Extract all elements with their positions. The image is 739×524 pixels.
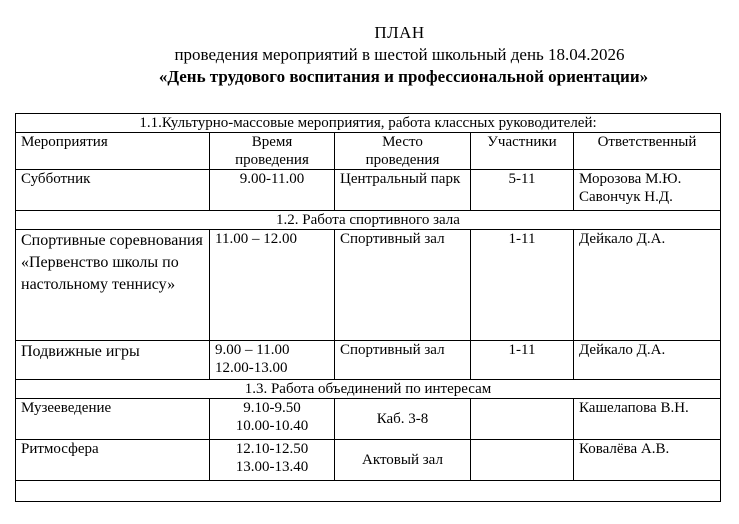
responsible-person: Морозова М.Ю. [579, 171, 682, 187]
cell-responsible: Кашелапова В.Н. [574, 399, 721, 440]
column-header-time-line2: проведения [235, 152, 309, 168]
cell-place: Спортивный зал [335, 341, 471, 380]
column-header-place-line2: проведения [365, 152, 440, 168]
cell-place: Центральный парк [335, 170, 471, 211]
time-slot: 9.10-9.50 [243, 400, 301, 416]
section-heading-cultural: 1.1.Культурно-массовые мероприятия, работа классных руководителей: [16, 114, 721, 133]
table-row-rhythm [16, 440, 721, 481]
cell-participants: 1-11 [471, 230, 574, 341]
column-header-place [335, 133, 471, 170]
time-slot: 10.00-10.40 [235, 418, 309, 434]
time-slot: 12.10-12.50 [235, 441, 309, 457]
table-row-sport-competition [16, 230, 721, 341]
time-slot: 13.00-13.40 [235, 459, 309, 475]
cell-responsible: Ковалёва А.В. [574, 440, 721, 481]
cell-participants [471, 440, 574, 481]
cell-event: Спортивные соревнования «Первенство школы по настольному теннису» [16, 230, 210, 341]
cell-place: Спортивный зал [335, 230, 471, 341]
events-table [15, 113, 721, 502]
plan-title: ПЛАН [374, 23, 425, 42]
cell-time [210, 440, 335, 481]
column-header-responsible: Ответственный [574, 133, 721, 170]
cell-responsible: Дейкало Д.А. [574, 230, 721, 341]
cell-event: Ритмосфера [16, 440, 210, 481]
table-header-row [16, 133, 721, 170]
time-slot: 9.00 – 11.00 [215, 342, 290, 358]
cell-time: 9.00-11.00 [210, 170, 335, 211]
table-row-museum [16, 399, 721, 440]
cell-participants: 1-11 [471, 341, 574, 380]
section-row-clubs [16, 380, 721, 399]
responsible-person: Савончук Н.Д. [579, 189, 673, 205]
column-header-place-line1: Место [382, 134, 423, 150]
column-header-participants: Участники [471, 133, 574, 170]
cell-responsible [574, 170, 721, 211]
cell-event: Подвижные игры [16, 341, 210, 380]
cell-time [210, 399, 335, 440]
cell-time: 11.00 – 12.00 [210, 230, 335, 341]
section-row-sport [16, 211, 721, 230]
cell-event: Субботник [16, 170, 210, 211]
plan-subtitle: проведения мероприятий в шестой школьный день 18.04.2026 [174, 45, 625, 64]
cell-place: Актовый зал [335, 440, 471, 481]
cell-participants: 5-11 [471, 170, 574, 211]
cell-time [210, 341, 335, 380]
column-header-time [210, 133, 335, 170]
section-heading-clubs: 1.3. Работа объединений по интересам [16, 380, 721, 399]
empty-cell [16, 481, 721, 502]
column-header-time-line1: Время [251, 134, 293, 150]
time-slot: 12.00-13.00 [215, 360, 288, 376]
cell-event: Музееведение [16, 399, 210, 440]
table-row-subbotnik [16, 170, 721, 211]
section-heading-sport: 1.2. Работа спортивного зала [16, 211, 721, 230]
section-row-cultural [16, 114, 721, 133]
table-row-games [16, 341, 721, 380]
cell-place: Каб. 3-8 [335, 399, 471, 440]
column-header-event: Мероприятия [16, 133, 210, 170]
cell-responsible: Дейкало Д.А. [574, 341, 721, 380]
cell-participants [471, 399, 574, 440]
table-row-empty [16, 481, 721, 502]
plan-theme: «День трудового воспитания и профессиональной ориентации» [158, 67, 649, 86]
